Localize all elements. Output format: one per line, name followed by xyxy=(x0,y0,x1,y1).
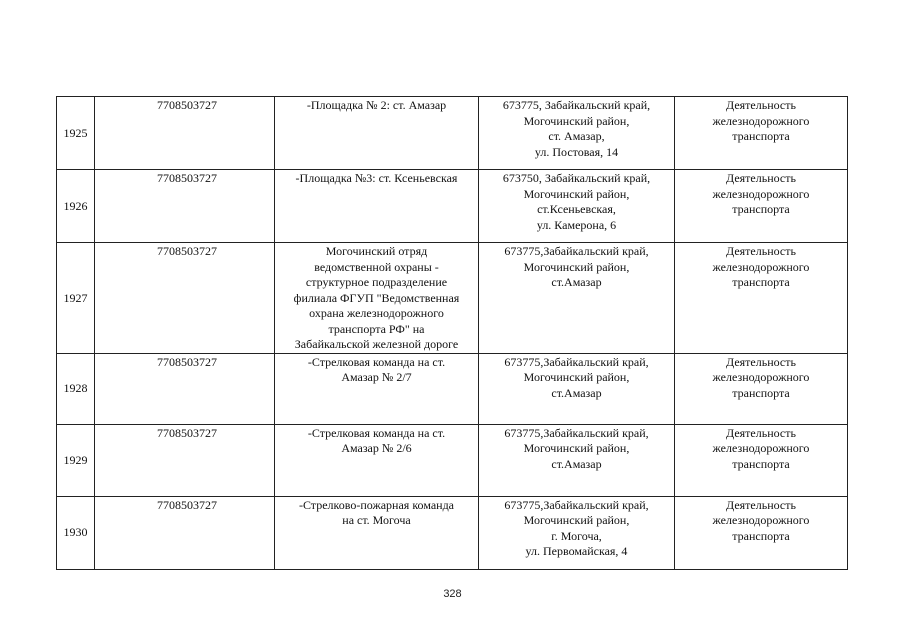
registry-table xyxy=(56,96,848,570)
table-row xyxy=(57,496,848,569)
object-name: -Площадка № 2: ст. Амазар xyxy=(306,98,447,112)
object-name: -Стрелковая команда на ст. Амазар № 2/7 xyxy=(307,354,446,384)
row-number-cell xyxy=(57,353,95,424)
table-row xyxy=(57,97,848,170)
address: 673750, Забайкальский край, Могочинский район, ст.Ксеньевская, ул. Камерона, 6 xyxy=(502,171,651,232)
row-number-cell xyxy=(57,97,95,170)
row-number-cell xyxy=(57,496,95,569)
address-cell xyxy=(479,353,675,424)
address: 673775,Забайкальский край, Могочинский район, ст.Амазар xyxy=(504,425,649,471)
object-name-cell xyxy=(275,243,479,354)
object-name: -Стрелково-пожарная команда на ст. Могоча xyxy=(298,497,455,527)
table-row xyxy=(57,170,848,243)
address: 673775,Забайкальский край, Могочинский район, ст.Амазар xyxy=(504,244,649,289)
object-name-cell xyxy=(275,97,479,170)
row-number-cell xyxy=(57,243,95,354)
inn-cell xyxy=(95,496,275,569)
row-number: 1927 xyxy=(63,290,88,305)
activity: Деятельность железнодорожного транспорта xyxy=(712,354,810,400)
object-name: Могочинский отряд ведомственной охраны - структурное подразделение филиала ФГУП "Ведомственная охрана железнодорожного транспорта РФ" на Забайкальской железной дороге xyxy=(293,244,460,351)
object-name-cell xyxy=(275,170,479,243)
activity-cell xyxy=(675,97,848,170)
activity-cell xyxy=(675,243,848,354)
object-name: -Стрелковая команда на ст. Амазар № 2/6 xyxy=(307,425,446,455)
row-number: 1928 xyxy=(63,381,88,396)
row-number: 1930 xyxy=(63,525,88,540)
address: 673775, Забайкальский край, Могочинский район, ст. Амазар, ул. Постовая, 14 xyxy=(502,98,651,159)
activity: Деятельность железнодорожного транспорта xyxy=(712,497,810,543)
row-number: 1929 xyxy=(63,452,88,467)
inn-cell xyxy=(95,353,275,424)
activity: Деятельность железнодорожного транспорта xyxy=(712,171,810,216)
activity-cell xyxy=(675,353,848,424)
table-row xyxy=(57,424,848,496)
activity-cell xyxy=(675,496,848,569)
activity-cell xyxy=(675,170,848,243)
inn-value: 7708503727 xyxy=(157,98,217,112)
activity: Деятельность железнодорожного транспорта xyxy=(712,98,810,143)
inn-value: 7708503727 xyxy=(157,497,217,512)
address-cell xyxy=(479,496,675,569)
table-row xyxy=(57,353,848,424)
row-number-cell xyxy=(57,170,95,243)
page-number: 328 xyxy=(443,588,462,600)
inn-cell xyxy=(95,170,275,243)
address-cell xyxy=(479,170,675,243)
address-cell xyxy=(479,97,675,170)
inn-cell xyxy=(95,424,275,496)
address-cell xyxy=(479,243,675,354)
inn-cell xyxy=(95,97,275,170)
table-row xyxy=(57,243,848,354)
activity-cell xyxy=(675,424,848,496)
row-number: 1925 xyxy=(63,125,88,140)
address: 673775,Забайкальский край, Могочинский район, г. Могоча, ул. Первомайская, 4 xyxy=(504,497,649,558)
address: 673775,Забайкальский край, Могочинский район, ст.Амазар xyxy=(504,354,649,400)
row-number: 1926 xyxy=(63,198,88,213)
object-name-cell xyxy=(275,496,479,569)
row-number-cell xyxy=(57,424,95,496)
address-cell xyxy=(479,424,675,496)
object-name-cell xyxy=(275,353,479,424)
activity: Деятельность железнодорожного транспорта xyxy=(712,425,810,471)
object-name: -Площадка №3: ст. Ксеньевская xyxy=(295,171,458,185)
inn-value: 7708503727 xyxy=(157,171,217,185)
object-name-cell xyxy=(275,424,479,496)
inn-value: 7708503727 xyxy=(157,354,217,369)
activity: Деятельность железнодорожного транспорта xyxy=(712,244,810,289)
inn-cell xyxy=(95,243,275,354)
inn-value: 7708503727 xyxy=(157,244,217,258)
inn-value: 7708503727 xyxy=(157,425,217,440)
